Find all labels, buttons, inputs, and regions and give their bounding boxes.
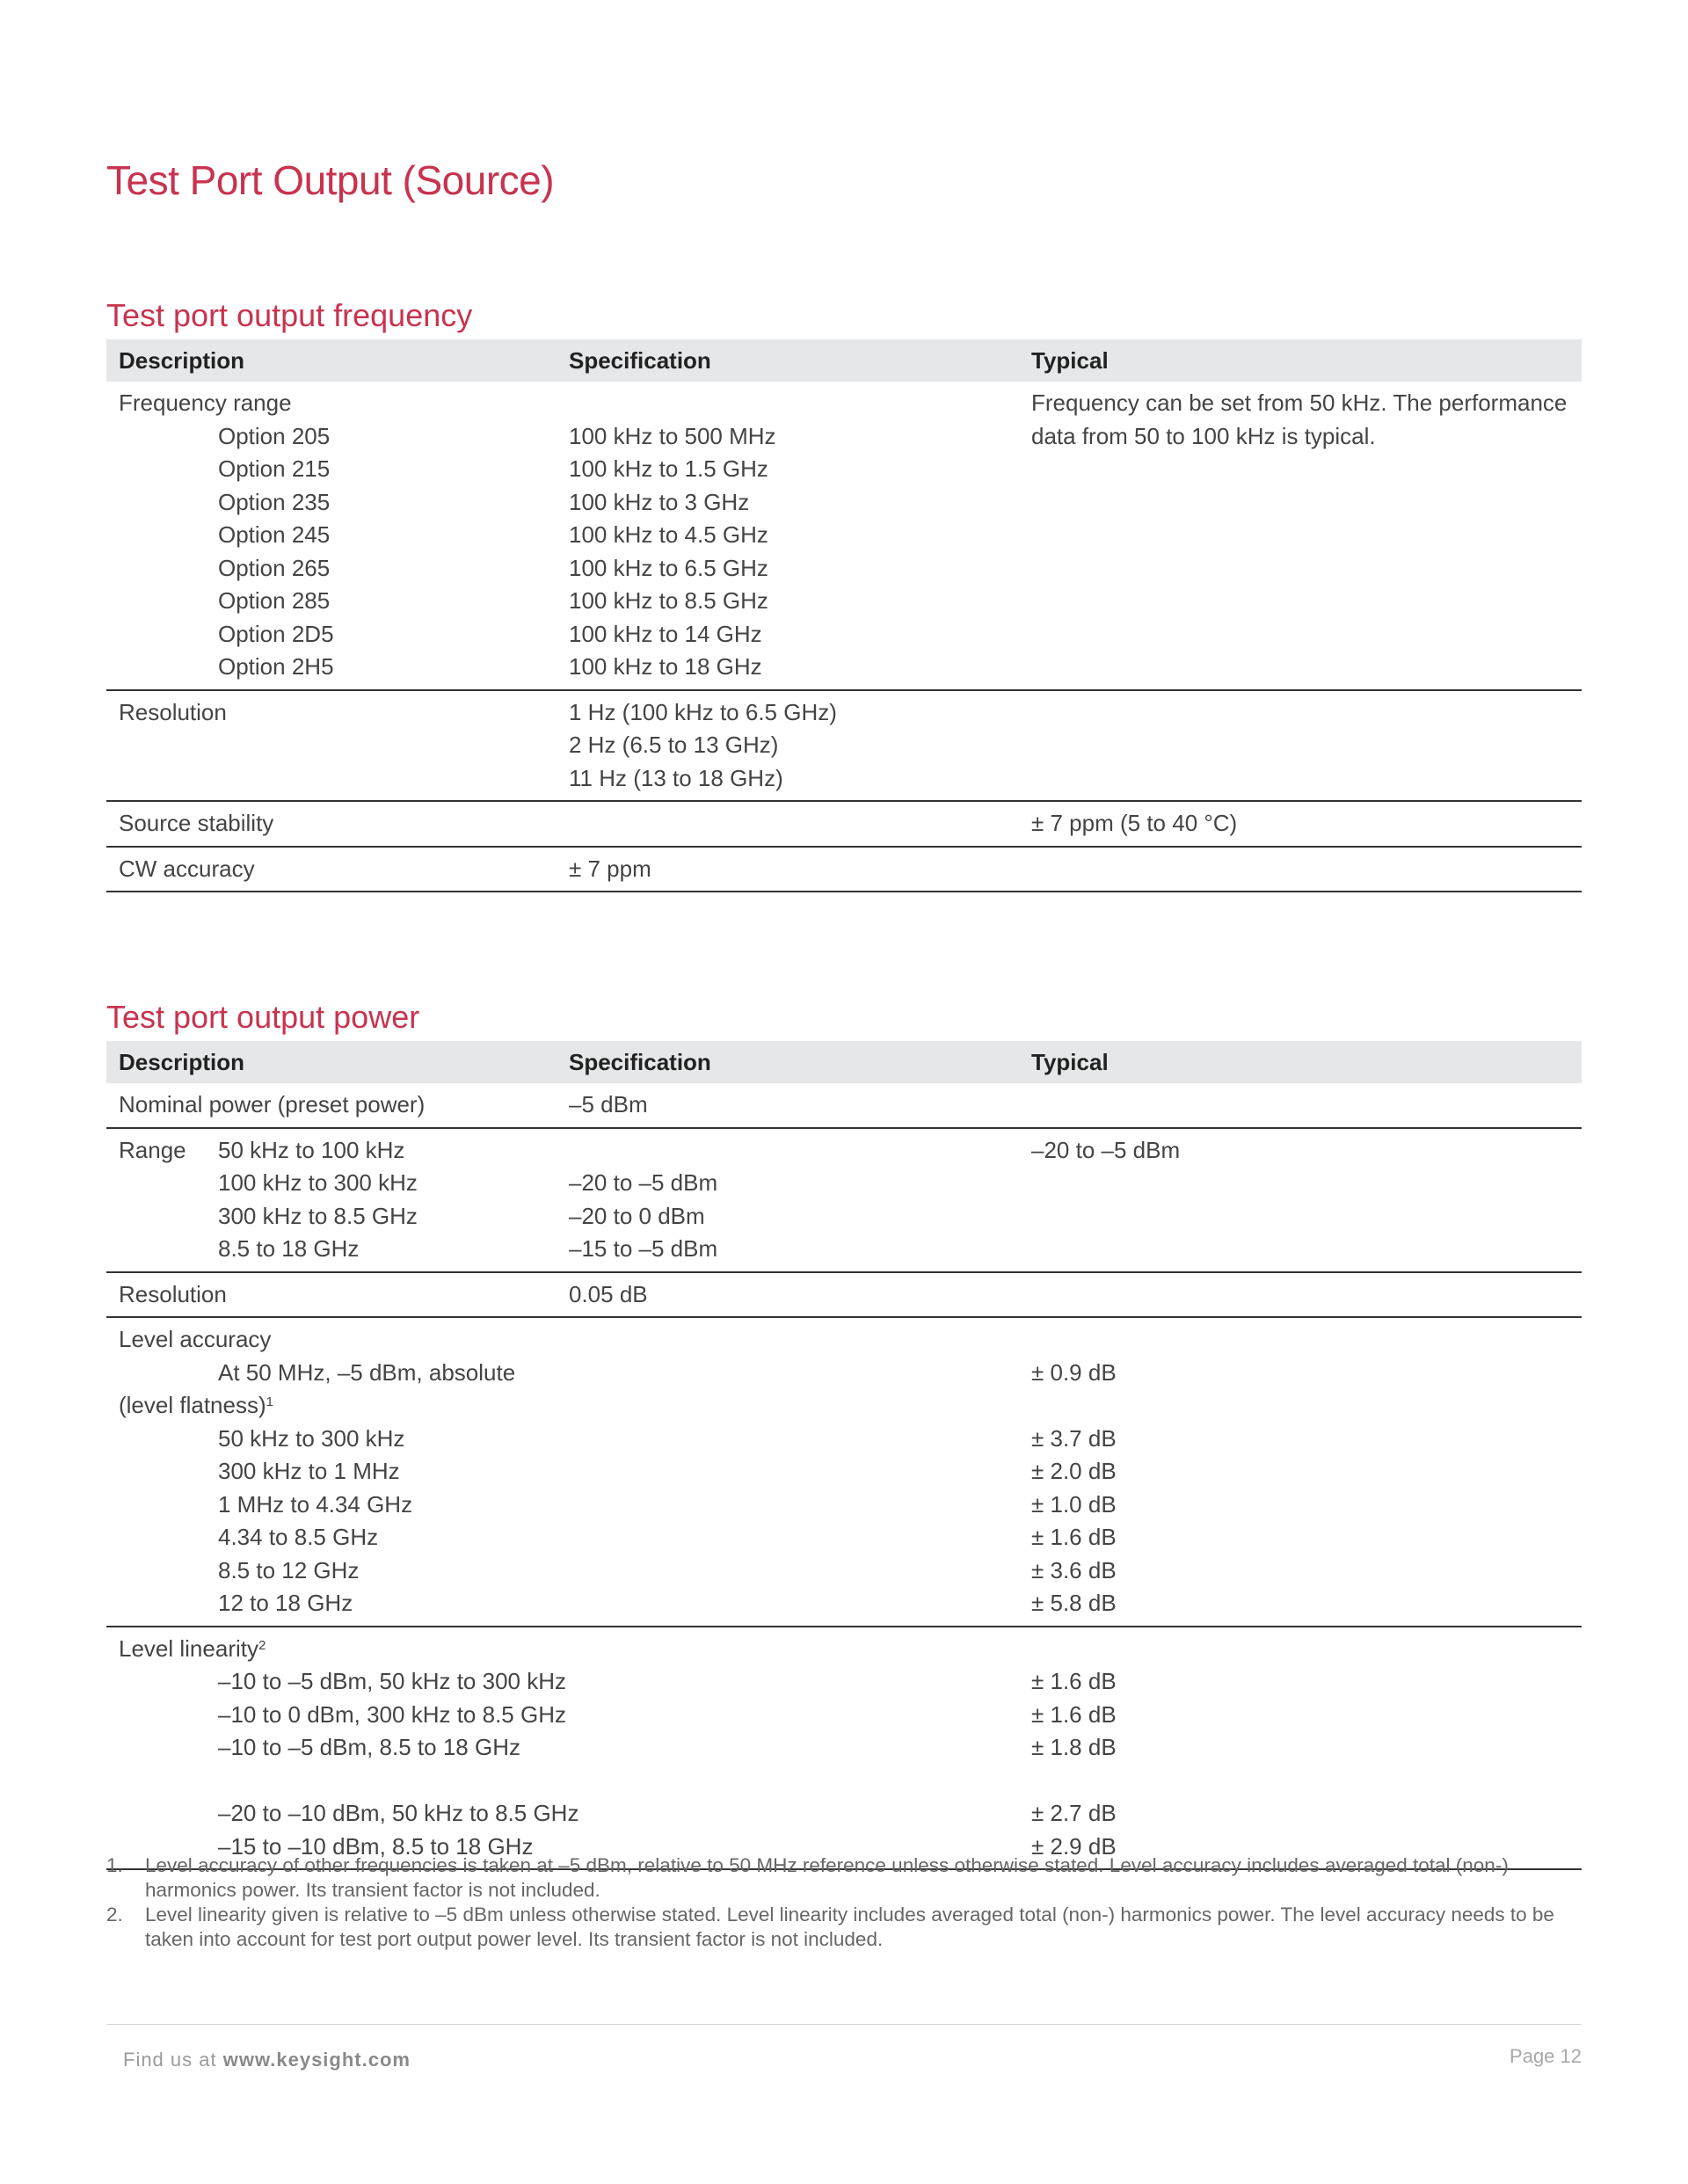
row-label: Nominal power (preset power) — [119, 1091, 426, 1117]
linearity-cond: –10 to 0 dBm, 300 kHz to 8.5 GHz — [218, 1700, 566, 1728]
header-description: Description — [119, 346, 245, 374]
section-title-frequency: Test port output frequency — [106, 297, 473, 333]
cw-spec: ± 7 ppm — [569, 855, 651, 882]
range-spec: –15 to –5 dBm — [569, 1235, 718, 1262]
table-row-level-linearity — [106, 1627, 1582, 1871]
row-label: Source stability — [119, 810, 274, 836]
range-spec: –20 to –5 dBm — [569, 1169, 718, 1196]
table-row-nominal-power — [106, 1083, 1582, 1129]
option-spec: 100 kHz to 4.5 GHz — [569, 521, 768, 548]
flatness-band: 50 kHz to 300 kHz — [218, 1424, 405, 1452]
option-spec: 100 kHz to 3 GHz — [569, 488, 750, 515]
frequency-section — [106, 295, 1582, 892]
flatness-typical: ± 2.0 dB — [1031, 1458, 1117, 1484]
flatness-band: 300 kHz to 1 MHz — [218, 1458, 400, 1484]
option-label: Option 2D5 — [218, 620, 334, 647]
footer-url-link[interactable]: www.keysight.com — [222, 2049, 411, 2071]
power-section — [106, 997, 1582, 1870]
option-spec: 100 kHz to 1.5 GHz — [569, 455, 768, 482]
flatness-band: 1 MHz to 4.34 GHz — [218, 1490, 413, 1518]
header-typical: Typical — [1031, 1048, 1109, 1075]
table-row-power-resolution — [106, 1273, 1582, 1319]
option-spec: 100 kHz to 14 GHz — [569, 620, 762, 647]
table-row-frequency-range — [106, 382, 1582, 691]
table-header — [106, 339, 1582, 382]
flatness-typical: ± 5.8 dB — [1031, 1590, 1117, 1616]
range-band: 50 kHz to 100 kHz — [218, 1136, 405, 1163]
row-label: CW accuracy — [119, 855, 255, 882]
accuracy-abs-typical: ± 0.9 dB — [1031, 1358, 1117, 1386]
accuracy-abs-label: At 50 MHz, –5 dBm, absolute — [218, 1358, 516, 1386]
section-title-power: Test port output power — [106, 999, 420, 1035]
resolution-spec: 0.05 dB — [569, 1280, 648, 1307]
table-row-source-stability — [106, 802, 1582, 848]
table-header — [106, 1041, 1582, 1083]
table-row-resolution — [106, 691, 1582, 803]
linearity-label: Level linearity$^2$ — [119, 1634, 266, 1662]
range-spec: –20 to 0 dBm — [569, 1202, 705, 1229]
row-label: Level accuracy — [119, 1326, 272, 1352]
page-number: Page 12 — [1510, 2045, 1582, 2067]
option-spec: 100 kHz to 8.5 GHz — [569, 587, 768, 614]
table-row-level-accuracy — [106, 1318, 1582, 1627]
resolution-spec: 11 Hz (13 to 18 GHz) — [569, 764, 783, 791]
range-typical: –20 to –5 dBm — [1031, 1136, 1181, 1163]
flatness-band: 12 to 18 GHz — [218, 1590, 353, 1616]
linearity-cond: –10 to –5 dBm, 50 kHz to 300 kHz — [218, 1668, 566, 1694]
flatness-band: 8.5 to 12 GHz — [218, 1556, 360, 1583]
option-label: Option 245 — [218, 521, 331, 548]
option-label: Option 2H5 — [218, 653, 334, 680]
range-typical-note: data from 50 to 100 kHz is typical. — [1031, 422, 1376, 449]
flatness-typical: ± 3.7 dB — [1031, 1424, 1117, 1452]
range-band: 8.5 to 18 GHz — [218, 1235, 360, 1262]
linearity-cond: –15 to –10 dBm, 8.5 to 18 GHz — [218, 1832, 534, 1860]
header-typical: Typical — [1031, 346, 1109, 374]
resolution-spec: 2 Hz (6.5 to 13 GHz) — [569, 732, 779, 758]
option-label: Option 235 — [218, 488, 331, 515]
flatness-typical: ± 1.0 dB — [1031, 1490, 1117, 1518]
nominal-spec: –5 dBm — [569, 1091, 648, 1117]
flatness-typical: ± 1.6 dB — [1031, 1524, 1117, 1550]
table-row-cw-accuracy — [106, 848, 1582, 893]
option-label: Option 205 — [218, 422, 331, 449]
range-spec — [569, 1134, 1031, 1168]
footer-divider — [106, 2024, 1582, 2025]
row-label: Resolution — [119, 1280, 227, 1307]
header-specification: Specification — [569, 346, 711, 374]
range-band: 100 kHz to 300 kHz — [218, 1169, 418, 1196]
header-description: Description — [119, 1048, 245, 1075]
flatness-typical: ± 3.6 dB — [1031, 1556, 1117, 1583]
row-label: Resolution — [119, 698, 227, 725]
row-label: Range — [119, 1136, 186, 1163]
footer-find-us: Find us at www.keysight.com — [123, 2049, 411, 2071]
footnote-ref-2: 2 — [258, 1637, 266, 1653]
range-typical-note: Frequency can be set from 50 kHz. The performance — [1031, 389, 1568, 416]
linearity-typical: ± 1.6 dB — [1031, 1700, 1117, 1728]
linearity-typical: ± 2.7 dB — [1031, 1800, 1117, 1826]
linearity-typical: ± 1.6 dB — [1031, 1668, 1117, 1694]
linearity-typical: ± 1.8 dB — [1031, 1734, 1117, 1760]
resolution-spec: 1 Hz (100 kHz to 6.5 GHz) — [569, 698, 837, 725]
option-label: Option 265 — [218, 554, 331, 581]
page-title: Test Port Output (Source) — [106, 157, 555, 203]
linearity-cond: –20 to –10 dBm, 50 kHz to 8.5 GHz — [218, 1800, 579, 1826]
option-spec: 100 kHz to 500 MHz — [569, 422, 776, 449]
option-spec: 100 kHz to 6.5 GHz — [569, 554, 768, 581]
table-row-range — [106, 1129, 1582, 1273]
footnote-ref-1: 1 — [266, 1394, 273, 1409]
header-specification: Specification — [569, 1048, 711, 1075]
option-label: Option 285 — [218, 587, 331, 614]
flatness-label: (level flatness)$^1$ — [119, 1392, 273, 1418]
footnote-2: 2. Level linearity given is relative to –5 dBm unless otherwise stated. Level linearity includes averaged total (non-) harmonics power. The level accuracy needs to be taken into account for test port output power level. Its transient factor is not included. — [106, 1904, 1554, 1950]
flatness-band: 4.34 to 8.5 GHz — [218, 1524, 379, 1550]
footnote-1: 1. Level accuracy of other frequencies is taken at –5 dBm, relative to 50 MHz reference unless otherwise stated. Level accuracy includes averaged total (non-) harmonics power. Its transient factor is not included. — [106, 1854, 1509, 1901]
linearity-cond: –10 to –5 dBm, 8.5 to 18 GHz — [218, 1734, 520, 1760]
row-label: Frequency range — [119, 389, 292, 416]
range-band: 300 kHz to 8.5 GHz — [218, 1202, 418, 1229]
option-spec: 100 kHz to 18 GHz — [569, 653, 762, 680]
stability-typical: ± 7 ppm (5 to 40 °C) — [1031, 810, 1238, 836]
option-label: Option 215 — [218, 455, 331, 482]
linearity-typical: ± 2.9 dB — [1031, 1832, 1117, 1860]
footnotes — [106, 1853, 1583, 1952]
